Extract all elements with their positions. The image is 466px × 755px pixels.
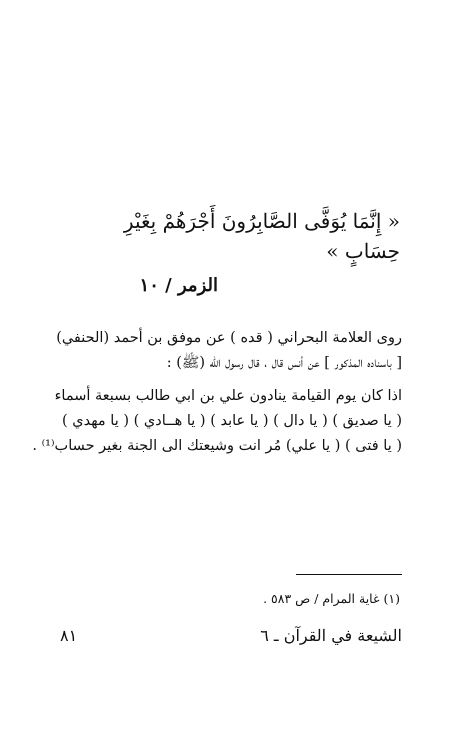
- narration-intro-line-2: [ باسناده المذكور ] عن أنس قال ، قال رسول الله (ﷺ) :: [166, 355, 402, 371]
- hadith-line-1: اذا كان يوم القيامة ينادون علي بن ابي طالب بسبعة أسماء: [54, 388, 402, 404]
- page-footer: [60, 626, 402, 645]
- hadith-text: [32, 384, 402, 459]
- running-title: الشيعة في القرآن ـ ٦: [260, 626, 402, 645]
- hadith-line-3: ( يا فتى ) ( يا علي) مُر انت وشيعتك الى الجنة بغير حساب⁽¹⁾ .: [32, 438, 402, 454]
- narration-intro: [56, 326, 402, 376]
- footnote-divider: [296, 574, 402, 575]
- narration-intro-line-1: روى العلامة البحراني ( قده ) عن موفق بن أحمد (الحنفي): [56, 330, 402, 346]
- hadith-line-2: ( يا صديق ) ( يا دال ) ( يا عابد ) ( يا هــادي ) ( يا مهدي ): [62, 413, 402, 429]
- quran-verse: [70, 206, 400, 266]
- verse-reference: الزمر / ١٠: [139, 275, 218, 296]
- page-number: ٨١: [60, 626, 78, 645]
- footnote: (١) غاية المرام / ص ٥٨٣ .: [263, 591, 400, 606]
- verse-line-2: حِسَابٍ »: [326, 239, 400, 263]
- verse-line-1: « إِنَّمَا يُوَفَّى الصَّابِرُونَ أَجْرَهُمْ بِغَيْرِ: [123, 209, 400, 233]
